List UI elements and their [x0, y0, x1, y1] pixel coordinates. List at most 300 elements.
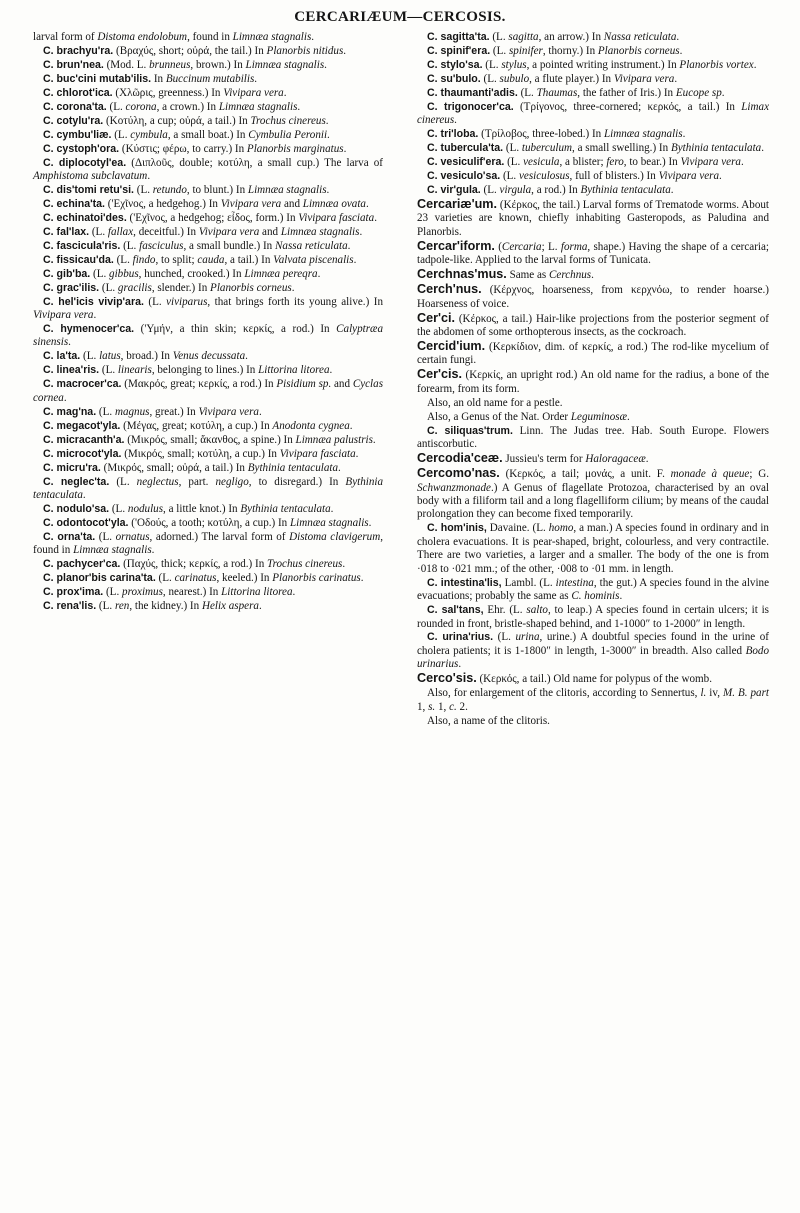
entry-text: . — [311, 31, 315, 43]
entry-text: . — [679, 44, 683, 57]
entry-text: . — [676, 31, 680, 43]
entry-text: . — [454, 114, 457, 127]
entry-text: (Μικρός, small; οὐρά, a tail.) In — [100, 461, 248, 474]
entry-headword: C. macrocer'ca. — [43, 378, 122, 391]
entry-text: , to blunt.) In — [186, 183, 248, 196]
entry-text: , belonging to lines.) In — [151, 364, 259, 377]
dictionary-entry — [33, 240, 383, 253]
dictionary-entry — [33, 558, 383, 571]
entry-text: (Χλῶρις, greenness.) In — [112, 86, 224, 99]
entry-italic-text: Planorbis nitidus — [266, 44, 344, 57]
dictionary-entry — [33, 517, 383, 530]
entry-text: . — [325, 114, 329, 127]
entry-text: , a small boat.) In — [167, 128, 249, 141]
dictionary-entry — [417, 604, 769, 631]
dictionary-entry — [417, 45, 769, 58]
entry-italic-text: fero — [606, 156, 624, 169]
entry-headword: Cercar'iform. — [417, 238, 495, 253]
entry-italic-text: cymbula — [130, 128, 168, 141]
entry-text: (L. — [155, 572, 175, 585]
entry-italic-text: Trochus cinereus — [250, 114, 326, 127]
entry-headword: C. hel'icis vivip'ara. — [43, 295, 144, 308]
entry-headword: C. corona'ta. — [43, 100, 107, 113]
entry-text: and — [281, 197, 303, 210]
entry-text: (L. — [109, 475, 137, 488]
entry-italic-text: Vivipara fasciata — [279, 447, 356, 460]
entry-text: . — [353, 253, 357, 266]
entry-text: (Κερκίδιον, dim. of κερκίς, a rod.) The rod-like mycelium of certain fungi. — [417, 340, 769, 367]
dictionary-entry — [417, 411, 769, 424]
entry-italic-text: Bythinia tentaculata — [240, 502, 331, 515]
entry-text: . — [330, 502, 334, 515]
dictionary-entry — [417, 687, 769, 714]
entry-headword: C. la'ta. — [43, 350, 81, 363]
entry-italic-text: tuberculum — [521, 142, 573, 155]
entry-headword: C. echinatoi'des. — [43, 211, 127, 224]
entry-text: ('Εχῖνος, a hedgehog; εἶδος, form.) In — [126, 211, 299, 224]
entry-text: , to leap.) A species found in certain ulcers; it is rounded in front, bristle-shaped behind, and 1-1000″ to 1-2000″ in length. — [417, 604, 769, 630]
entry-text: larval form of — [33, 31, 98, 43]
entry-text: , broad.) In — [120, 350, 173, 363]
entry-headword: Cercid'ium. — [417, 338, 486, 353]
entry-headword: Cer'cis. — [417, 367, 463, 382]
entry-text: . — [761, 142, 764, 155]
entry-text: , part. — [178, 475, 216, 488]
entry-italic-text: findo — [132, 253, 156, 266]
entry-text: . — [326, 183, 330, 196]
entry-italic-text: Planorbis carinatus — [272, 572, 361, 585]
entry-text: (Βραχύς, short; οὐρά, the tail.) In — [113, 44, 267, 57]
entry-text: , a crown.) In — [156, 100, 219, 113]
entry-text: (L. — [490, 44, 509, 57]
entry-italic-text: Vivipara vera — [680, 156, 741, 169]
entry-headword: C. prox'ima. — [43, 586, 104, 599]
dictionary-entry — [33, 282, 383, 295]
entry-text: , a man.) A species found in ordinary and in cholera evacuations. It is pear-shaped, bright, colourless, and very contractile. There are two varieties, a larger and a smaller. The body of the one is from ·018 to ·021 mm.; of the other, ·008 to ·01 mm. in length. — [417, 522, 769, 575]
entry-headword: Cercodia'ceæ. — [417, 451, 503, 466]
entry-italic-text: Cerchnus — [549, 269, 592, 282]
entry-italic-text: neglectus — [136, 475, 179, 488]
entry-text: , that brings forth its young alive.) In — [207, 295, 383, 308]
entry-text: (L. — [96, 600, 115, 613]
entry-italic-text: Planorbis corneus — [210, 281, 292, 294]
dictionary-entry — [33, 268, 383, 281]
entry-text: (L. — [111, 128, 131, 141]
entry-text: (Κοτύλη, a cup; οὐρά, a tail.) In — [103, 114, 251, 127]
entry-italic-text: Limnæa palustris — [295, 433, 373, 446]
entry-italic-text: intestina — [555, 576, 594, 589]
dictionary-entry — [33, 476, 383, 503]
entry-text: . — [329, 364, 333, 377]
entry-italic-text: Limnæa stagnalis — [218, 100, 298, 113]
entry-text: (L. — [143, 295, 167, 308]
entry-headword: C. odontocot'yla. — [43, 516, 129, 529]
entry-italic-text: Vivipara vera — [223, 86, 284, 99]
entry-italic-text: nodulus — [127, 502, 164, 515]
entry-italic-text: Bodo urinarius — [417, 644, 769, 671]
dictionary-entry — [417, 156, 769, 169]
entry-italic-text: Vivipara vera — [613, 72, 675, 85]
entry-italic-text: Cymbulia Peronii — [248, 128, 328, 141]
dictionary-entry — [33, 406, 383, 419]
entry-text: (L. — [99, 281, 118, 294]
entry-text: (L. — [113, 253, 133, 266]
entry-text: . — [619, 590, 623, 603]
entry-text: . — [324, 58, 327, 71]
entry-text: , deceitful.) In — [133, 225, 199, 238]
entry-text: . — [283, 86, 287, 99]
entry-italic-text: Planorbis marginatus — [246, 142, 344, 155]
dictionary-entry — [33, 45, 383, 58]
entry-text: . — [343, 44, 347, 57]
entry-headword: C. intestina'lis, — [427, 576, 502, 589]
entry-headword: C. gib'ba. — [43, 267, 91, 280]
entry-italic-text: Amphistoma subclavatum — [33, 170, 148, 183]
entry-text: (Κύστις; φέρω, to carry.) In — [119, 142, 247, 155]
dictionary-entry — [417, 240, 769, 268]
dictionary-entry — [33, 350, 383, 363]
entry-text: and — [331, 378, 353, 391]
entry-italic-text: Trochus cinereus — [267, 558, 343, 571]
dictionary-entry — [33, 296, 383, 323]
entry-headword: C. cystoph'ora. — [43, 142, 120, 155]
entry-text: (L. — [90, 267, 110, 280]
entry-italic-text: M. B. part — [722, 687, 769, 700]
entry-italic-text: gracilis — [117, 281, 152, 294]
entry-italic-text: Valvata piscenalis — [273, 253, 354, 266]
entry-text: In — [151, 72, 166, 85]
dictionary-entry — [417, 397, 769, 410]
dictionary-entry — [417, 368, 769, 396]
dictionary-entry — [33, 586, 383, 599]
dictionary-entry — [33, 434, 383, 447]
entry-italic-text: c. — [449, 700, 457, 713]
entry-text: . — [292, 586, 296, 599]
dictionary-entry — [33, 226, 383, 239]
entry-text: (L. — [493, 631, 516, 644]
entry-text: Linn. The Judas tree. Hab. South Europe. Flowers antiscorbutic. — [417, 424, 769, 451]
entry-italic-text: corona — [125, 100, 157, 113]
dictionary-entry — [33, 157, 383, 184]
entry-italic-text: magnus — [114, 405, 150, 418]
dictionary-entry — [33, 87, 383, 100]
entry-text: ('Εχῖνος, a hedgehog.) In — [104, 197, 221, 210]
entry-text: (Τρίλοβος, three-lobed.) In — [478, 128, 604, 141]
entry-text: , a small bundle.) In — [183, 239, 275, 252]
entry-italic-text: Bythinia tentaculata — [580, 183, 671, 196]
entry-text: . — [674, 72, 678, 85]
entry-italic-text: Cyclas cornea — [33, 378, 384, 404]
entry-text: (Παχύς, thick; κερκίς, a rod.) In — [120, 558, 268, 571]
entry-italic-text: Limnæa stagnalis — [603, 128, 683, 141]
entry-text: (L. — [99, 364, 118, 377]
entry-text: , a pointed writing instrument.) In — [526, 58, 680, 71]
entry-text: 2. — [456, 700, 468, 713]
entry-text: . — [360, 572, 364, 585]
entry-italic-text: Bythinia tentaculata — [670, 142, 762, 155]
entry-italic-text: Haloragaceæ — [585, 453, 646, 466]
entry-text: (Μακρός, great; κερκίς, a rod.) In — [121, 378, 277, 391]
entry-text: . — [368, 516, 372, 529]
entry-text: , adorned.) The larval form of — [149, 530, 290, 543]
entry-text: (Κερκός, a tail.) Old name for polypus of the womb. — [476, 673, 712, 686]
entry-text: , the father of Iris.) In — [577, 86, 676, 99]
dictionary-entry — [33, 572, 383, 585]
entry-headword: C. micru'ra. — [43, 461, 101, 474]
entry-text: ; G. — [749, 468, 770, 481]
entry-italic-text: ren — [114, 600, 130, 613]
entry-text: Davaine. (L. — [486, 522, 549, 535]
entry-italic-text: Schwanzmonade — [417, 481, 491, 494]
entry-text: (L. — [504, 156, 524, 169]
entry-italic-text: Limnæa stagnalis — [247, 183, 327, 196]
dictionary-entry — [33, 212, 383, 225]
entry-text: (L. — [517, 86, 537, 99]
entry-headword: C. sal'tans, — [427, 604, 484, 617]
right-column — [417, 31, 769, 729]
entry-italic-text: fasciculus — [139, 239, 184, 252]
entry-headword: C. tubercula'ta. — [427, 142, 504, 155]
entry-headword: C. neglec'ta. — [43, 475, 110, 488]
left-column — [33, 31, 383, 614]
entry-text: , full of blisters.) In — [569, 170, 659, 183]
entry-text: (L. — [96, 405, 115, 418]
entry-text: . — [343, 142, 347, 155]
entry-italic-text: fallax — [107, 225, 134, 238]
entry-italic-text: Limnæa ovata — [302, 197, 366, 210]
entry-text: . — [372, 433, 376, 446]
dictionary-entry — [33, 143, 383, 156]
entry-text: . — [151, 544, 155, 557]
dictionary-entry — [417, 142, 769, 155]
entry-headword: C. orna'ta. — [43, 530, 96, 543]
entry-text: , thorny.) In — [542, 44, 598, 57]
entry-text: . — [682, 128, 686, 141]
entry-headword: C. spinif'era. — [427, 44, 491, 57]
entry-text: (Μικρός, small; κοτύλη, a cup.) In — [121, 447, 280, 460]
entry-text: (Κερκίς, an upright rod.) An old name for the radius, a bone of the forearm, from its form. — [417, 369, 769, 395]
dictionary-entry — [33, 184, 383, 197]
entry-headword: C. fissicau'da. — [43, 253, 114, 266]
entry-headword: C. diplocotyl'ea. — [43, 156, 127, 169]
entry-text: Ehr. (L. — [483, 604, 527, 617]
entry-italic-text: Vivipara vera — [33, 309, 94, 322]
entry-text: . — [147, 170, 151, 183]
entry-headword: C. echina'ta. — [43, 197, 105, 210]
entry-italic-text: Distoma endolobum — [97, 31, 188, 43]
entry-text: Jussieu's term for — [502, 453, 586, 466]
entry-headword: C. sagitta'ta. — [427, 31, 490, 43]
entry-text: ( — [494, 240, 502, 253]
entry-headword: C. urina'rius. — [427, 631, 494, 644]
entry-text: , the kidney.) In — [129, 600, 202, 613]
entry-text: (Διπλοῦς, double; κοτύλη, a small cup.) The larva of — [126, 156, 384, 169]
entry-headword: C. vesiculo'sa. — [427, 170, 501, 183]
entry-headword: C. vir'gula. — [427, 183, 481, 196]
entry-italic-text: Limnæa pereqra — [244, 267, 318, 280]
entry-text: , the gut.) A species found in the alvine evacuations; probably the same as — [417, 576, 769, 603]
entry-text: , to bear.) In — [623, 156, 681, 169]
entry-italic-text: Limnæa stagnalis — [290, 516, 369, 529]
dictionary-entry — [417, 283, 769, 311]
entry-italic-text: retundo — [152, 183, 187, 196]
entry-headword: C. rena'lis. — [43, 600, 97, 613]
entry-text: , urine.) A doubtful species found in the urine of cholera patients; it is 1-1800″ in length, 1-3000″ in breadth. Also called — [417, 631, 769, 657]
entry-text: (Κερκός, a tail; μονάς, a unit. F. — [499, 468, 671, 481]
entry-italic-text: Helix aspera — [201, 600, 259, 613]
entry-text: . — [82, 488, 86, 501]
dictionary-entry — [33, 101, 383, 114]
entry-italic-text: C. hominis — [571, 590, 620, 603]
entry-italic-text: salto — [526, 604, 548, 617]
entry-italic-text: linearis — [117, 364, 152, 377]
entry-text: (L. — [106, 100, 126, 113]
entry-text: . — [245, 350, 248, 363]
dictionary-entry — [417, 170, 769, 183]
entry-text: . — [349, 419, 353, 432]
entry-text: . — [645, 453, 649, 466]
entry-italic-text: proximus — [122, 586, 163, 599]
entry-text: , a tail.) In — [224, 253, 274, 266]
entry-headword: Cerchnas'mus. — [417, 267, 507, 282]
entry-text: (Κέρκος, the tail.) Larval forms of Trematode worms. About 23 varieties are known, chiefly inhabiting Gasteropods, as Paludina and Planorbis. — [417, 198, 769, 238]
dictionary-entry — [33, 448, 383, 461]
entry-text: Also, a Genus of the Nat. Order — [427, 410, 571, 423]
entry-headword: C. brun'nea. — [43, 58, 104, 71]
entry-italic-text: Nassa reticulata — [275, 239, 348, 252]
entry-text: (L. — [109, 502, 128, 515]
entry-text: , a rod.) In — [531, 183, 581, 196]
entry-text: . — [355, 447, 359, 460]
entry-italic-text: viviparus — [166, 295, 208, 308]
entry-italic-text: spinifer — [508, 44, 543, 57]
entry-text: , keeled.) In — [216, 572, 273, 585]
entry-text: . — [670, 183, 674, 196]
entry-text: (L. — [480, 183, 500, 196]
dictionary-entry — [417, 128, 769, 141]
entry-text: (L. — [480, 72, 500, 85]
entry-text: , found in — [33, 530, 383, 557]
entry-italic-text: homo — [548, 522, 574, 535]
entry-italic-text: Buccinum mutabilis — [165, 72, 255, 85]
entry-italic-text: Vivipara vera — [198, 225, 260, 238]
entry-text: , a small swelling.) In — [572, 142, 671, 155]
entry-headword: C. chlorot'ica. — [43, 86, 113, 99]
dictionary-entry — [33, 364, 383, 377]
entry-italic-text: Littorina litorea — [221, 586, 293, 599]
entry-italic-text: vesiculosus — [518, 170, 570, 183]
entry-text: (L. — [80, 350, 100, 363]
entry-italic-text: Bythinia tentaculata — [33, 475, 384, 501]
entry-text: . — [347, 239, 351, 252]
entry-headword: C. hymenocer'ca. — [43, 323, 135, 336]
entry-italic-text: Limnæa stagnalis — [280, 225, 360, 238]
entry-headword: C. micracanth'a. — [43, 433, 125, 446]
entry-headword: C. hom'inis, — [427, 522, 487, 535]
dictionary-entry — [33, 31, 383, 44]
entry-headword: C. nodulo'sa. — [43, 502, 110, 515]
entry-headword: Cer'ci. — [417, 310, 455, 325]
entry-text: . — [317, 267, 321, 280]
dictionary-entry — [33, 198, 383, 211]
entry-italic-text: Limax cinereus — [417, 100, 769, 127]
entry-headword: C. pachycer'ca. — [43, 558, 121, 571]
entry-text: . — [719, 170, 722, 183]
entry-italic-text: Limnæa stagnalis — [245, 58, 325, 71]
entry-headword: C. brachyu'ra. — [43, 44, 114, 57]
entry-text: (L. — [89, 225, 108, 238]
entry-text: (Μικρός, small; ἄκανθος, a spine.) In — [124, 433, 296, 446]
entry-headword: C. siliquas'trum. — [427, 424, 513, 437]
entry-italic-text: subulo — [499, 72, 530, 85]
entry-headword: C. grac'ilis. — [43, 281, 100, 294]
dictionary-entry — [417, 715, 769, 728]
entry-text: (L. — [120, 239, 140, 252]
dictionary-entry — [33, 600, 383, 613]
entry-italic-text: Cercaria — [501, 240, 542, 253]
dictionary-entry — [33, 129, 383, 142]
entry-text: (L. — [133, 183, 153, 196]
entry-text: (Κέρχνος, hoarseness, from κερχνόω, to render hoarse.) Hoarseness of voice. — [417, 284, 769, 310]
entry-text: , nearest.) In — [162, 586, 222, 599]
entry-italic-text: l. — [700, 687, 707, 700]
dictionary-entry — [33, 420, 383, 433]
dictionary-entry — [417, 452, 769, 466]
entry-italic-text: Thaumas — [536, 86, 578, 99]
entry-text: . — [342, 558, 346, 571]
entry-italic-text: Planorbis vortex — [679, 58, 754, 71]
entry-headword: C. cotylu'ra. — [43, 114, 104, 127]
entry-headword: C. fal'lax. — [43, 225, 90, 238]
dictionary-entry — [33, 115, 383, 128]
entry-headword: Cercomo'nas. — [417, 466, 500, 481]
entry-text: . — [753, 58, 757, 71]
entry-text: (L. — [503, 142, 522, 155]
entry-headword: C. microcot'yla. — [43, 447, 122, 460]
entry-text: , shape.) Having the shape of a cercaria; tadpole-like. Applied to the larval forms of Tunicata. — [417, 240, 769, 267]
entry-italic-text: Vivipara fasciata — [298, 211, 375, 224]
entry-text: (L. — [482, 58, 502, 71]
entry-text: Also, for enlargement of the clitoris, according to Sennertus, — [427, 687, 701, 700]
entry-text: . — [63, 391, 67, 404]
entry-headword: C. thaumanti'adis. — [427, 86, 518, 99]
entry-text: (Τρίγονος, three-cornered; κερκός, a tail.) In — [513, 100, 742, 113]
entry-headword: C. dis'tomi retu'si. — [43, 183, 134, 196]
entry-headword: Cerch'nus. — [417, 282, 482, 297]
entry-italic-text: ornatus — [115, 530, 150, 543]
entry-headword: C. cymbu'liæ. — [43, 128, 112, 141]
entry-headword: C. mag'na. — [43, 405, 97, 418]
entry-italic-text: latus — [99, 350, 121, 363]
entry-headword: Cercariæ'um. — [417, 196, 497, 211]
entry-text: , an arrow.) In — [538, 31, 604, 43]
entry-italic-text: cauda — [197, 253, 225, 266]
entry-text: , hunched, crooked.) In — [138, 267, 245, 280]
dictionary-entry — [417, 87, 769, 100]
entry-italic-text: monade à queue — [670, 468, 750, 481]
entry-text: (Κέρκος, a tail.) Hair-like projections from the posterior segment of the abdomen of some orthopterous insects, as the cockroach. — [417, 312, 769, 339]
entry-text: . — [258, 405, 262, 418]
entry-italic-text: Calyptræa sinensis — [33, 323, 384, 349]
entry-text: ('Οδούς, a tooth; κοτύλη, a cup.) In — [128, 516, 291, 529]
entry-italic-text: forma — [560, 240, 588, 253]
entry-italic-text: vesicula — [523, 156, 560, 169]
entry-text: . — [68, 336, 71, 349]
entry-italic-text: Venus decussata — [172, 350, 246, 363]
entry-text: . — [721, 86, 725, 99]
entry-text: (Μέγας, great; κοτύλη, a cup.) In — [120, 419, 273, 432]
entry-text: . — [359, 225, 363, 238]
